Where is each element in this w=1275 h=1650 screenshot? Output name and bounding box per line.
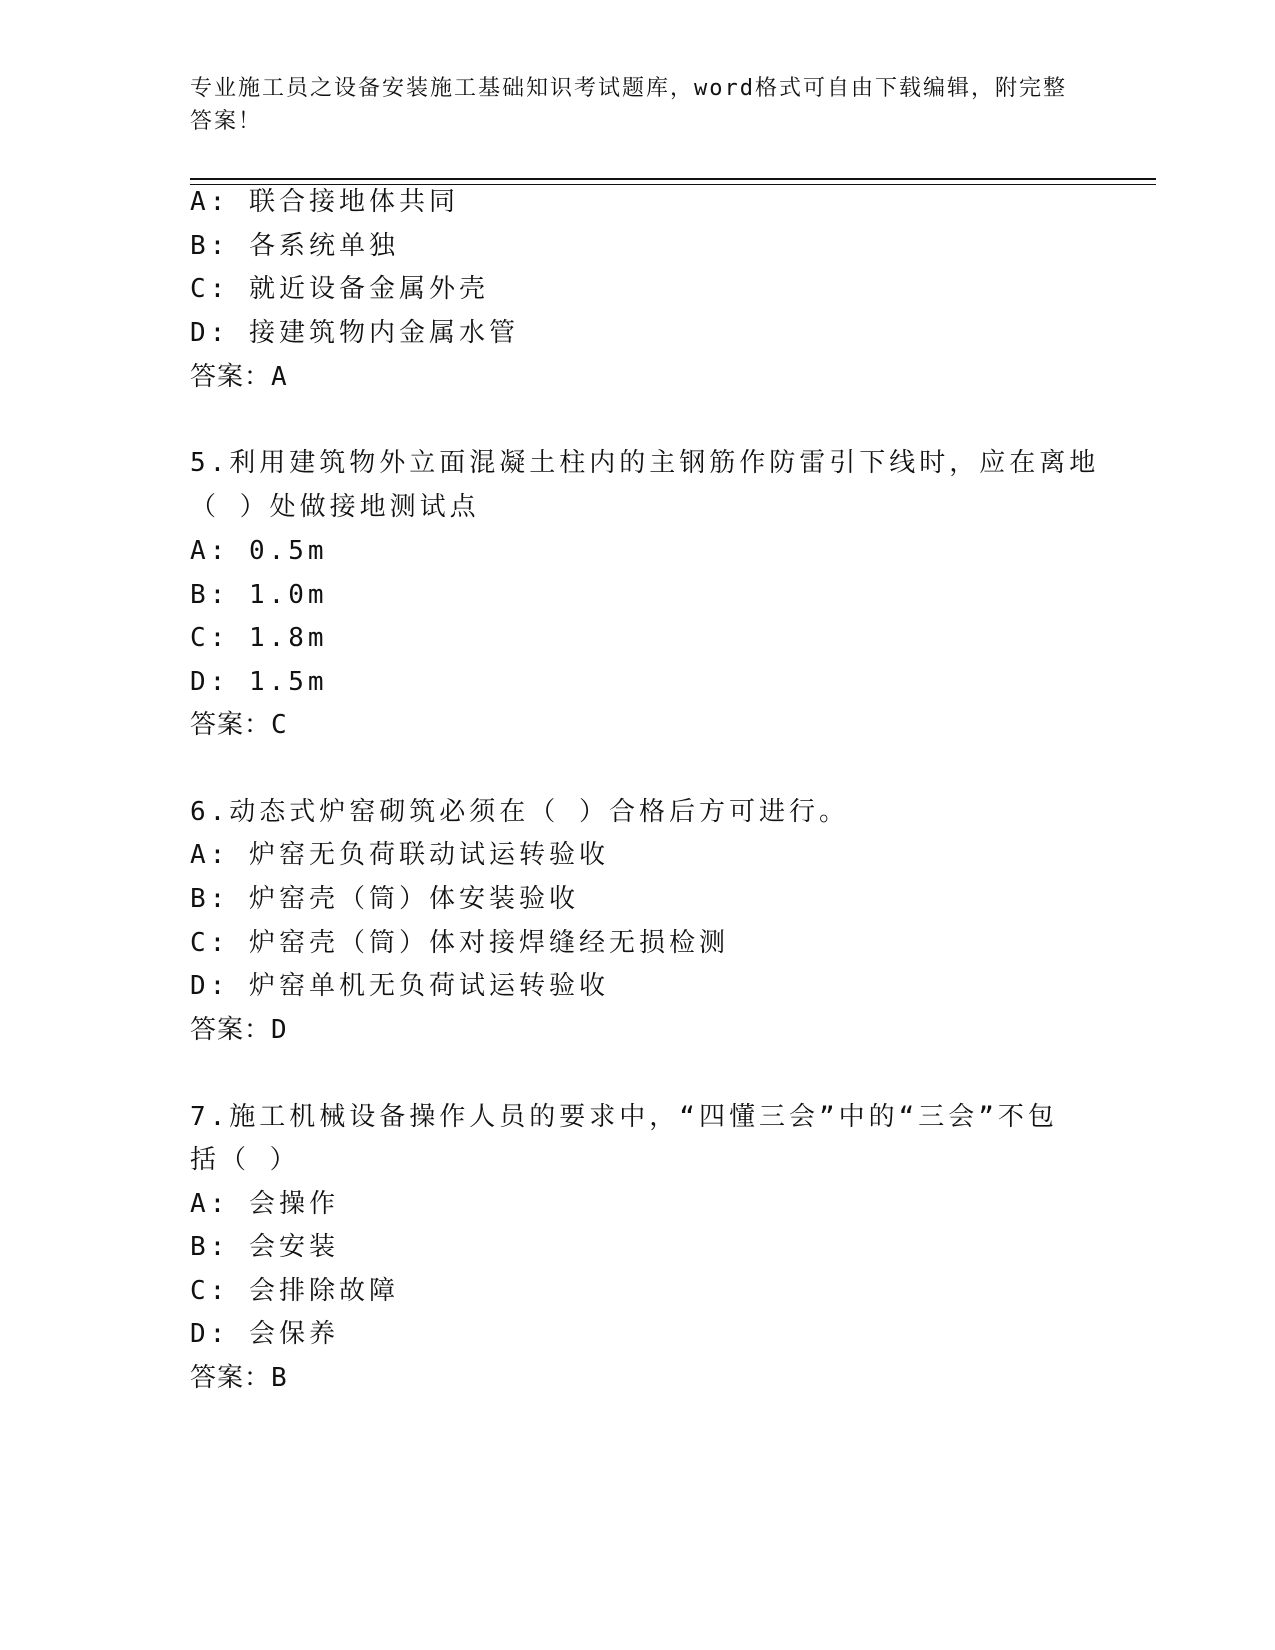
q6-option-a: A: 炉窑无负荷联动试运转验收: [190, 840, 609, 870]
answer-value: A: [271, 362, 288, 392]
q4-option-b: B: 各系统单独: [190, 231, 399, 261]
q7-option-d: D: 会保养: [190, 1319, 339, 1349]
q7-option-c: C: 会排除故障: [190, 1276, 399, 1306]
document-header: 专业施工员之设备安装施工基础知识考试题库，word格式可自由下载编辑，附完整答案！: [190, 76, 1067, 134]
q5-option-a: A: 0.5m: [190, 536, 328, 566]
q7-option-b: B: 会安装: [190, 1232, 339, 1262]
answer-value: D: [271, 1015, 288, 1045]
q5-option-d: D: 1.5m: [190, 667, 328, 697]
q6-option-b: B: 炉窑壳（筒）体安装验收: [190, 884, 579, 914]
q7-answer: [190, 1362, 288, 1394]
answer-label: 答案：: [190, 362, 272, 392]
header-rule-thin: [190, 184, 1156, 185]
q7-stem-line1: 7.施工机械设备操作人员的要求中，“四懂三会”中的“三会”不包: [190, 1102, 1058, 1132]
q7-stem-line2: 括（ ）: [190, 1145, 300, 1175]
q6-option-d: D: 炉窑单机无负荷试运转验收: [190, 971, 609, 1001]
q4-option-a: A: 联合接地体共同: [190, 187, 459, 217]
answer-label: 答案：: [190, 1015, 272, 1045]
q5-option-b: B: 1.0m: [190, 580, 328, 610]
q7-option-a: A: 会操作: [190, 1189, 339, 1219]
q6-stem-line1: 6.动态式炉窑砌筑必须在（ ）合格后方可进行。: [190, 797, 849, 827]
q5-option-c: C: 1.8m: [190, 623, 328, 653]
q4-option-c: C: 就近设备金属外壳: [190, 274, 489, 304]
answer-value: C: [271, 710, 288, 740]
q5-stem-line1: 5.利用建筑物外立面混凝土柱内的主钢筋作防雷引下线时，应在离地: [190, 448, 1100, 478]
q6-option-c: C: 炉窑壳（筒）体对接焊缝经无损检测: [190, 928, 729, 958]
q4-option-d: D: 接建筑物内金属水管: [190, 318, 519, 348]
answer-label: 答案：: [190, 1363, 272, 1393]
answer-value: B: [271, 1363, 288, 1393]
q5-stem-line2: （ ）处做接地测试点: [190, 492, 480, 522]
q6-answer: [190, 1014, 288, 1046]
q4-answer: [190, 361, 288, 393]
answer-label: 答案：: [190, 710, 272, 740]
header-rule-thick: [190, 178, 1156, 180]
q5-answer: [190, 709, 288, 741]
